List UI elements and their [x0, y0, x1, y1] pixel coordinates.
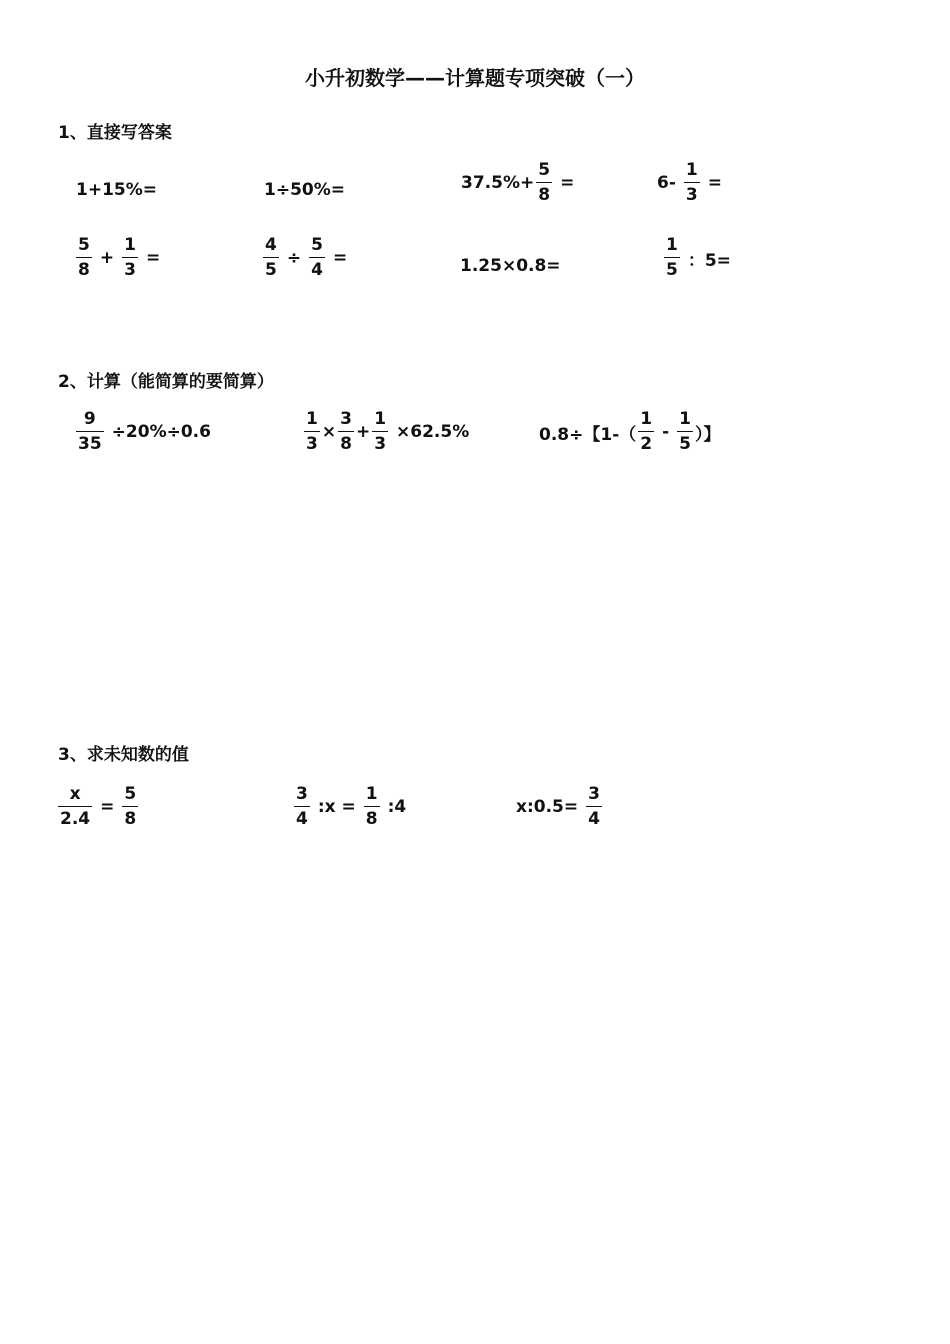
fraction	[309, 237, 325, 279]
fraction	[294, 786, 310, 828]
numerator: 5	[124, 784, 137, 804]
s1-question-7	[460, 256, 561, 276]
fraction	[76, 411, 104, 453]
numerator: 1	[679, 409, 691, 429]
denominator: 8	[365, 809, 378, 829]
numerator: 4	[265, 235, 277, 255]
expression-text: 1÷50%=	[264, 180, 346, 200]
numerator: 1	[124, 235, 136, 255]
expression-text: ）】	[695, 424, 721, 445]
fraction	[122, 237, 138, 279]
s3-question-2	[292, 786, 406, 828]
fraction	[304, 411, 320, 453]
fraction	[58, 786, 92, 828]
expression-text: :x =	[317, 797, 356, 817]
fraction	[684, 162, 700, 204]
fraction	[364, 786, 380, 828]
fraction	[76, 237, 92, 279]
denominator: 3	[124, 260, 136, 280]
denominator: 8	[124, 809, 137, 829]
expression-text: 0.8÷【1-（	[539, 424, 637, 445]
s3-question-1	[56, 786, 140, 828]
numerator: 5	[78, 235, 90, 255]
numerator: 5	[538, 160, 551, 180]
equals-sign: =	[560, 173, 575, 193]
s1-question-1	[76, 180, 157, 200]
operator: ÷	[286, 248, 302, 268]
denominator: 8	[538, 185, 551, 205]
s1-question-8	[662, 237, 731, 279]
numerator: 5	[311, 235, 323, 255]
numerator: 9	[83, 409, 96, 429]
equals-sign: =	[332, 248, 348, 268]
s1-question-4	[657, 162, 722, 204]
denominator: 4	[588, 809, 600, 829]
page-title: 小升初数学——计算题专项突破（一）	[305, 66, 645, 90]
equals-sign: =	[145, 248, 161, 268]
denominator: 2.4	[60, 809, 91, 829]
denominator: 4	[296, 809, 308, 829]
denominator: 2	[640, 434, 653, 454]
numerator: 1	[640, 409, 653, 429]
numerator: 1	[666, 235, 678, 255]
denominator: 35	[78, 434, 102, 454]
s3-question-3	[516, 786, 604, 828]
expression-text: :4	[387, 797, 407, 817]
numerator: 3	[296, 784, 308, 804]
denominator: 5	[666, 260, 678, 280]
fraction	[372, 411, 388, 453]
denominator: 4	[311, 260, 323, 280]
expression-text: x:0.5=	[516, 797, 579, 817]
s2-question-1	[74, 411, 211, 453]
fraction	[338, 411, 354, 453]
expression-text: 6-	[657, 173, 676, 193]
s1-question-5	[74, 237, 160, 279]
denominator: 3	[306, 434, 318, 454]
fraction	[677, 411, 693, 453]
fraction	[664, 237, 680, 279]
fraction	[122, 786, 138, 828]
numerator: 1	[306, 409, 318, 429]
expression-text: 1.25×0.8=	[460, 256, 561, 276]
expression-text: ：5=	[687, 250, 731, 271]
numerator: x	[69, 784, 81, 804]
s2-question-3	[539, 411, 721, 453]
s1-question-6	[261, 237, 347, 279]
denominator: 5	[265, 260, 277, 280]
s1-question-3	[461, 162, 574, 204]
denominator: 8	[340, 434, 352, 454]
section3-heading: 3、求未知数的值	[58, 745, 189, 765]
fraction	[536, 162, 552, 204]
s2-question-2	[302, 411, 469, 453]
operator: -	[662, 422, 670, 442]
equals-sign: =	[100, 797, 115, 817]
denominator: 3	[685, 185, 698, 205]
numerator: 1	[365, 784, 378, 804]
expression-text: 37.5%+	[461, 173, 535, 193]
section2-heading: 2、计算（能简算的要简算）	[58, 372, 274, 392]
fraction	[586, 786, 602, 828]
numerator: 3	[340, 409, 352, 429]
numerator: 3	[588, 784, 600, 804]
numerator: 1	[685, 160, 698, 180]
s1-question-2	[264, 180, 345, 200]
fraction	[638, 411, 654, 453]
equals-sign: =	[707, 173, 722, 193]
operator: +	[355, 422, 371, 442]
expression-text: ÷20%÷0.6	[111, 422, 211, 442]
denominator: 3	[374, 434, 387, 454]
operator: +	[99, 248, 115, 268]
denominator: 5	[679, 434, 691, 454]
expression-text: 1+15%=	[76, 180, 158, 200]
expression-text: ×62.5%	[396, 422, 470, 442]
operator: ×	[321, 422, 337, 442]
section1-heading: 1、直接写答案	[58, 123, 172, 143]
fraction	[263, 237, 279, 279]
numerator: 1	[374, 409, 387, 429]
denominator: 8	[78, 260, 90, 280]
